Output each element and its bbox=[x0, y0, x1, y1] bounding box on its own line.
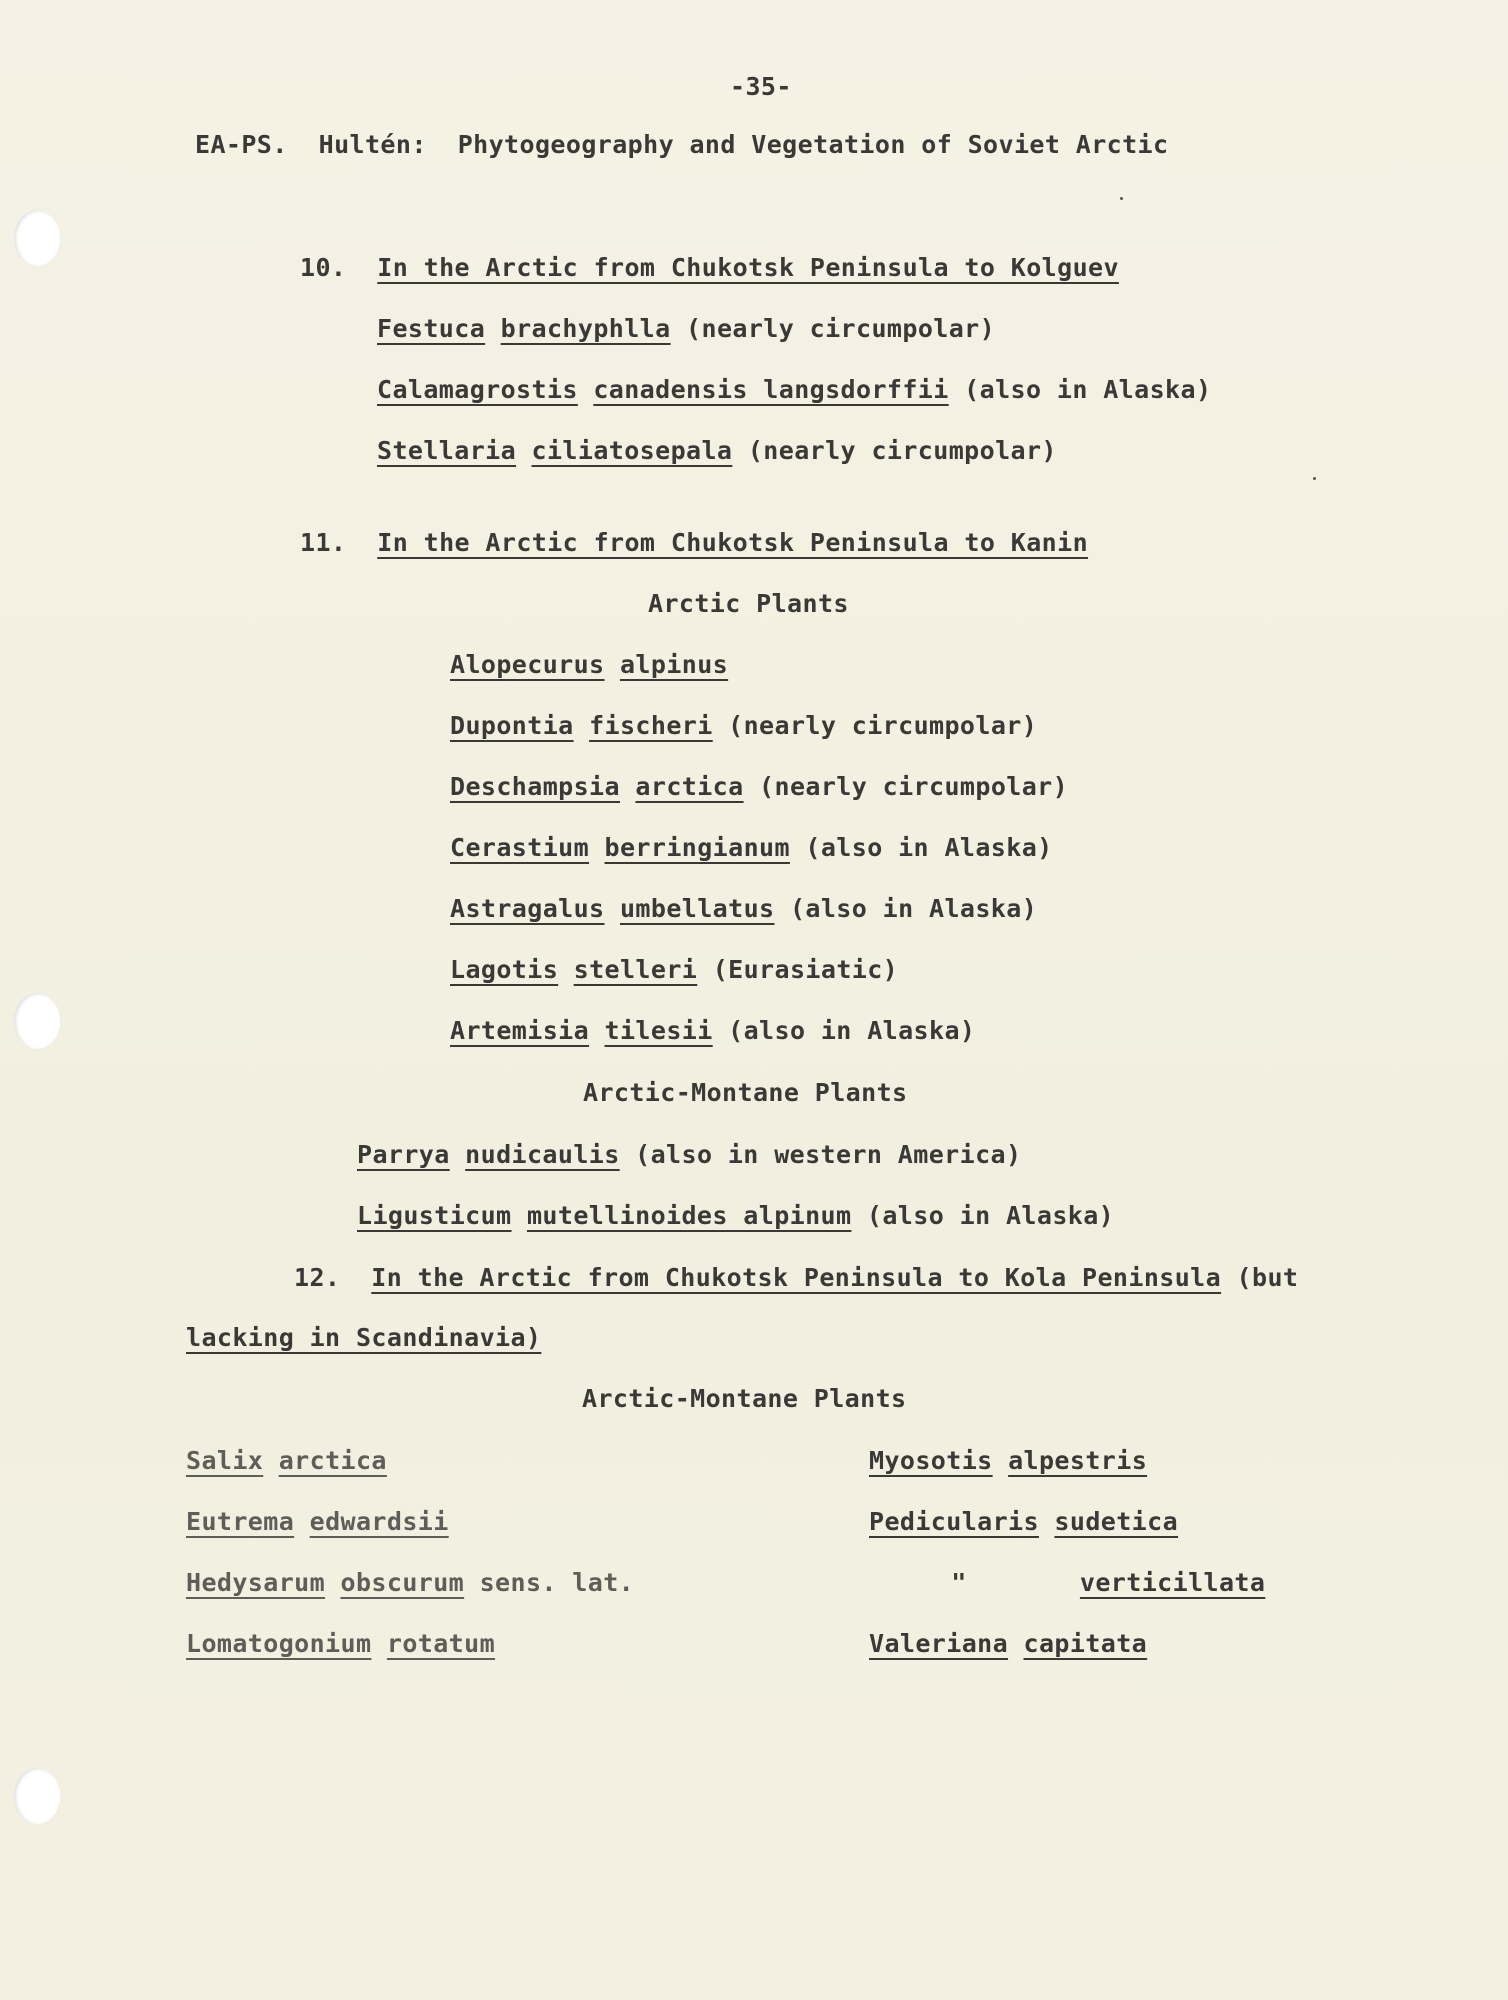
list-item bbox=[377, 314, 995, 344]
header-code: EA-PS. bbox=[195, 130, 288, 159]
list-item bbox=[450, 955, 898, 985]
list-item bbox=[450, 833, 1053, 863]
list-item bbox=[450, 772, 1068, 802]
genus: Festuca bbox=[377, 314, 486, 343]
section-10-heading bbox=[300, 253, 1119, 283]
section-heading-text: In the Arctic from Chukotsk Peninsula to Kola Peninsula bbox=[371, 1263, 1222, 1292]
species: sudetica bbox=[1054, 1507, 1179, 1536]
species: umbellatus bbox=[619, 894, 775, 923]
subsection-title: Arctic-Montane Plants bbox=[582, 1384, 907, 1413]
species: alpestris bbox=[1008, 1446, 1148, 1475]
note: (also in Alaska) bbox=[789, 894, 1038, 923]
section-heading-text-line2: lacking in Scandinavia) bbox=[186, 1323, 542, 1352]
species: canadensis langsdorffii bbox=[593, 375, 949, 404]
species: capitata bbox=[1023, 1629, 1148, 1658]
subsection-title: Arctic-Montane Plants bbox=[583, 1078, 908, 1107]
punch-hole bbox=[14, 1768, 60, 1824]
header-title: Phytogeography and Vegetation of Soviet Arctic bbox=[457, 130, 1169, 159]
section-heading-text: In the Arctic from Chukotsk Peninsula to Kanin bbox=[377, 528, 1089, 557]
header-author: Hultén: bbox=[318, 130, 427, 159]
species: mutellinoides alpinum bbox=[526, 1201, 852, 1230]
section-heading-text: In the Arctic from Chukotsk Peninsula to Kolguev bbox=[377, 253, 1119, 282]
section-number: 12. bbox=[294, 1263, 341, 1292]
species: rotatum bbox=[386, 1629, 496, 1658]
species: nudicaulis bbox=[465, 1140, 620, 1169]
note: (nearly circumpolar) bbox=[686, 314, 996, 343]
species: verticillata bbox=[1079, 1568, 1266, 1597]
genus: Myosotis bbox=[869, 1446, 993, 1475]
genus: Pedicularis bbox=[869, 1507, 1039, 1536]
genus: Dupontia bbox=[450, 711, 574, 740]
list-item bbox=[377, 436, 1057, 466]
species: brachyphlla bbox=[500, 314, 671, 343]
note: (nearly circumpolar) bbox=[759, 772, 1069, 801]
species: edwardsii bbox=[309, 1507, 449, 1536]
genus: Valeriana bbox=[869, 1629, 1009, 1658]
list-item bbox=[377, 375, 1211, 405]
note: (also in Alaska) bbox=[866, 1201, 1115, 1230]
list-item bbox=[869, 1629, 1147, 1659]
genus: Salix bbox=[186, 1446, 264, 1475]
speck bbox=[1313, 477, 1316, 480]
note: (Eurasiatic) bbox=[712, 955, 899, 984]
list-item bbox=[357, 1201, 1114, 1231]
genus: Alopecurus bbox=[450, 650, 605, 679]
genus: Ligusticum bbox=[357, 1201, 512, 1230]
species: alpinus bbox=[619, 650, 729, 679]
species: arctica bbox=[635, 772, 744, 801]
note: sens. lat. bbox=[479, 1568, 635, 1597]
section-12-heading bbox=[294, 1263, 1298, 1293]
subsection-title: Arctic Plants bbox=[648, 589, 849, 618]
list-item bbox=[186, 1629, 495, 1659]
punch-hole bbox=[14, 210, 60, 266]
speck bbox=[1120, 197, 1123, 200]
ditto-mark: " bbox=[951, 1568, 967, 1597]
species: obscurum bbox=[340, 1568, 465, 1597]
list-item bbox=[450, 894, 1037, 924]
list-item bbox=[450, 1016, 975, 1046]
list-item bbox=[357, 1140, 1021, 1170]
genus: Astragalus bbox=[450, 894, 605, 923]
list-item bbox=[186, 1446, 387, 1476]
species: tilesii bbox=[604, 1016, 713, 1045]
species: berringianum bbox=[604, 833, 790, 862]
list-item bbox=[450, 650, 728, 680]
running-header bbox=[195, 130, 1168, 160]
note: (nearly circumpolar) bbox=[728, 711, 1038, 740]
note: (also in Alaska) bbox=[728, 1016, 976, 1045]
genus: Stellaria bbox=[377, 436, 517, 465]
note: (also in Alaska) bbox=[805, 833, 1053, 862]
section-heading-tail: (but bbox=[1236, 1263, 1299, 1292]
list-item bbox=[186, 1507, 449, 1537]
genus: Eutrema bbox=[186, 1507, 295, 1536]
genus: Artemisia bbox=[450, 1016, 590, 1045]
note: (also in Alaska) bbox=[964, 375, 1212, 404]
section-11-heading bbox=[300, 528, 1088, 558]
genus: Lomatogonium bbox=[186, 1629, 372, 1658]
genus: Hedysarum bbox=[186, 1568, 326, 1597]
species: stelleri bbox=[573, 955, 698, 984]
page-number: -35- bbox=[730, 72, 792, 101]
genus: Lagotis bbox=[450, 955, 559, 984]
genus: Cerastium bbox=[450, 833, 590, 862]
list-item bbox=[186, 1568, 634, 1598]
section-number: 11. bbox=[300, 528, 347, 557]
list-item bbox=[450, 711, 1037, 741]
species: arctica bbox=[278, 1446, 387, 1475]
list-item bbox=[869, 1446, 1147, 1476]
genus: Deschampsia bbox=[450, 772, 620, 801]
list-item bbox=[869, 1568, 1265, 1598]
section-number: 10. bbox=[300, 253, 347, 282]
genus: Calamagrostis bbox=[377, 375, 578, 404]
note: (also in western America) bbox=[635, 1140, 1022, 1169]
note: (nearly circumpolar) bbox=[747, 436, 1057, 465]
punch-hole bbox=[14, 993, 60, 1049]
genus: Parrya bbox=[357, 1140, 450, 1169]
species: ciliatosepala bbox=[531, 436, 733, 465]
section-12-heading-continued bbox=[186, 1323, 541, 1353]
list-item bbox=[869, 1507, 1178, 1537]
species: fischeri bbox=[589, 711, 713, 740]
